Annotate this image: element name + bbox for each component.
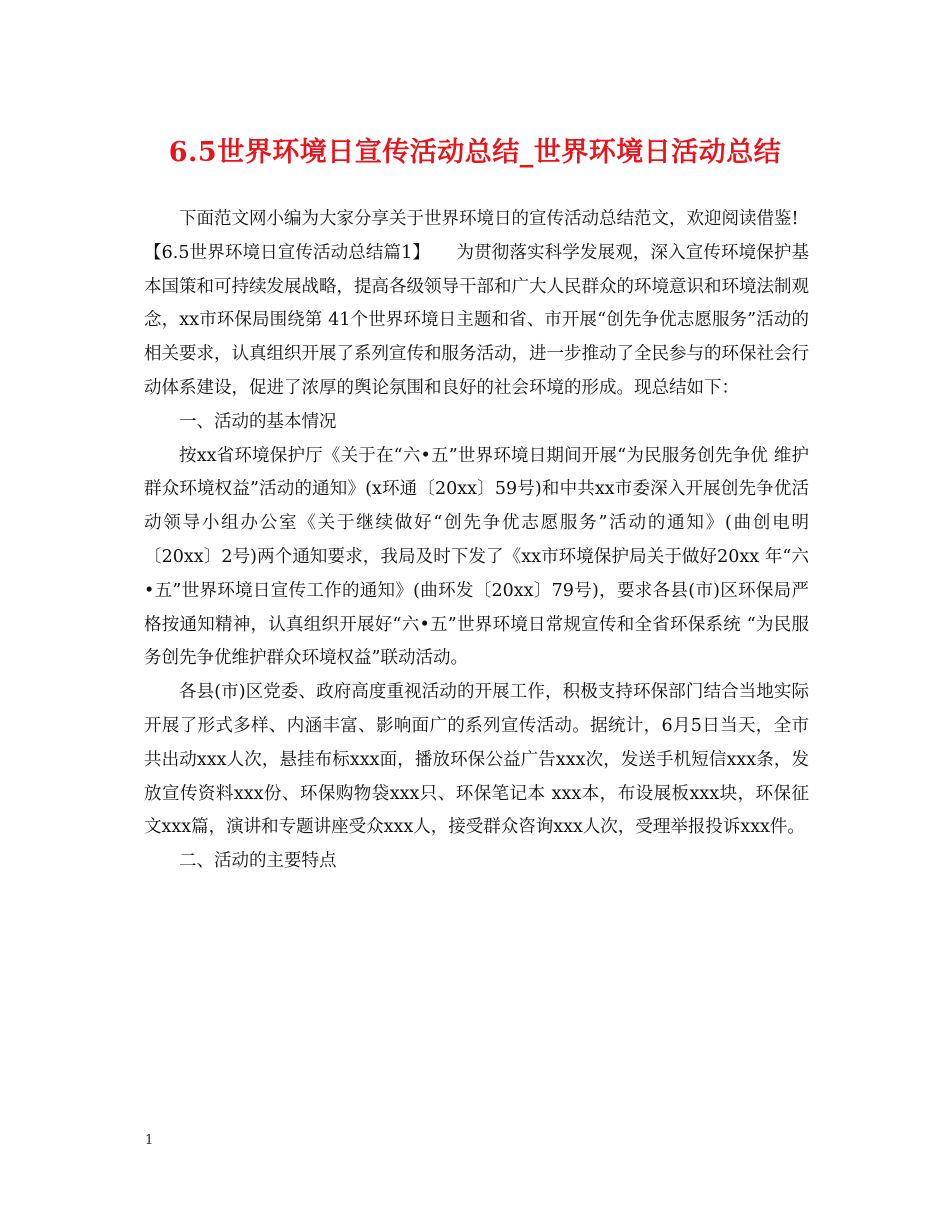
paragraph-statistics: 各县(市)区党委、政府高度重视活动的开展工作，积极支持环保部门结合当地实际开展了形式多样、内涵丰富、影响面广的系列宣传活动。据统计，6月5日当天，全市共出动xxx人次，悬挂布标xxx面，播放环保公益广告xxx次，发送手机短信xxx条，发放宣传资料xxx份、环保购物袋xxx只、环保笔记本 xxx本，布设展板xxx块，环保征文xxx篇，演讲和专题讲座受众xxx人，接受群众咨询xxx人次，受理举报投诉xxx件。 [144,682,809,838]
paragraph-intro: 下面范文网小编为大家分享关于世界环境日的宣传活动总结范文，欢迎阅读借鉴! [179,209,799,229]
document-body [144,203,809,879]
page-number: 1 [145,1133,154,1148]
section-heading-main-features: 二、活动的主要特点 [179,851,337,872]
section-heading-basic-situation: 一、活动的基本情况 [179,411,337,432]
paragraph-summary-1: 【6.5世界环境日宣传活动总结篇1】 为贯彻落实科学发展观，深入宣传环境保护基本国策和可持续发展战略，提高各级领导干部和广大人民群众的环境意识和环境法制观念，xx市环保局围绕第 41个世界环境日主题和省、市开展“创先争优志愿服务”活动的相关要求，认真组织开展了系列宣传和服务活动，进一步推动了全民参与的环保社会行动体系建设，促进了浓厚的舆论氛围和良好的社会环境的形成。现总结如下： [144,242,809,398]
paragraph-notice: 按xx省环境保护厅《关于在“六•五”世界环境日期间开展“为民服务创先争优 维护群众环境权益”活动的通知》(x环通〔20xx〕59号)和中共xx市委深入开展创先争优活动领导小组办公室《关于继续做好“创先争优志愿服务”活动的通知》(曲创电明〔20xx〕2号)两个通知要求，我局及时下发了《xx市环境保护局关于做好20xx 年“六•五”世界环境日宣传工作的通知》(曲环发〔20xx〕79号)，要求各县(市)区环保局严格按通知精神，认真组织开展好“六•五”世界环境日常规宣传和全省环保系统 “为民服务创先争优维护群众环境权益”联动活动。 [144,445,809,669]
document-title: 6.5世界环境日宣传活动总结_世界环境日活动总结 [168,137,782,168]
